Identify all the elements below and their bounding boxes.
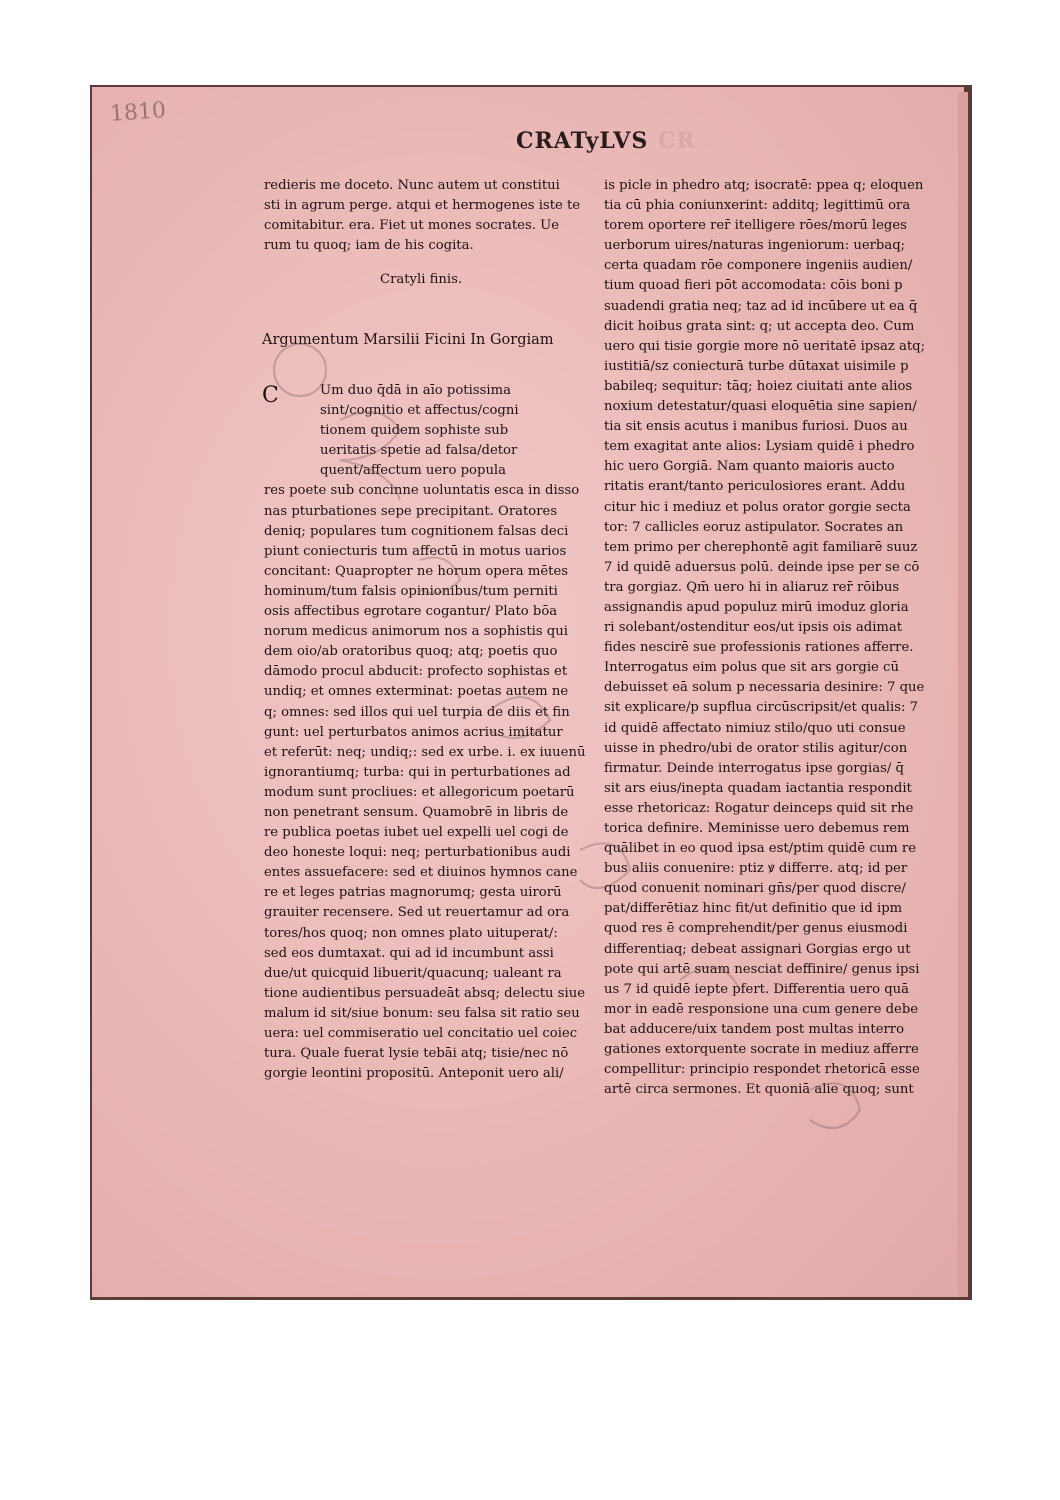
text-line: fides nescirē sue professionis rationes afferre.	[604, 640, 914, 656]
text-line: res poete sub concinne uoluntatis esca in disso	[264, 483, 580, 499]
text-line: mor in eadē responsione una cum genere debe	[604, 1001, 919, 1017]
text-line: id quidē affectato nimiuz stilo/quo uti consue	[604, 720, 906, 736]
text-line: pat/differētiaz hinc fit/ut definitio que id ipm	[604, 901, 903, 917]
watermark-glyph	[810, 1083, 860, 1128]
text-line: gorgie leontini propositū. Anteponit uero ali/	[264, 1066, 564, 1082]
text-line: torem oportere rer̄ itelligere rōes/morū leges	[604, 218, 907, 234]
text-line: sint/cognitio et affectus/cogni	[320, 403, 519, 419]
text-line: ri solebant/ostenditur eos/ut ipsis ois adimat	[604, 620, 903, 636]
text-line: redieris me doceto. Nunc autem ut constitui	[264, 178, 560, 193]
watermark-circle	[274, 344, 326, 396]
text-line: undiq; et omnes exterminat: poetas autem ne	[264, 684, 569, 700]
text-line: hic uero Gorgiā. Nam quanto maioris aucto	[604, 459, 895, 475]
text-line: sti in agrum perge. atqui et hermogenes iste te	[264, 198, 581, 214]
text-line: deniq; populares tum cognitionem falsas deci	[264, 523, 569, 539]
text-line: artē circa sermones. Et quoniā alie quoq; sunt	[604, 1082, 914, 1098]
text-line: assignandis apud populuz mirū imoduz gloria	[604, 599, 909, 615]
text-line: quod conuenit nominari gn̄s/per quod discre/	[604, 881, 906, 897]
text-line: entes assuefacere: sed et diuinos hymnos cane	[264, 865, 578, 881]
text-line: ignorantiumq; turba: qui in perturbationes ad	[264, 764, 571, 780]
text-line: piunt coniecturis tum affectū in motus uarios	[264, 543, 567, 559]
text-line: firmatur. Deinde interrogatus ipse gorgias/ q̄	[604, 760, 904, 776]
watermark-glyph	[680, 967, 740, 990]
text-line: suadendi gratia neq; taz ad id incūbere ut ea q̄	[604, 298, 918, 314]
text-line: uerborum uires/naturas ingeniorum: uerbaq;	[604, 238, 906, 254]
text-line: norum medicus animorum nos a sophistis qui	[264, 624, 568, 640]
text-line: malum id sit/siue bonum: seu falsa sit ratio seu	[264, 1005, 580, 1021]
text-line: comitabitur. era. Fiet ut mones socrates. Ue	[264, 218, 560, 234]
watermark	[250, 330, 890, 1130]
text-line: tium quoad fieri pōt accomodata: cōis boni p	[604, 278, 903, 294]
text-line: rum tu quoq; iam de his cogita.	[264, 238, 474, 254]
text-line: esse rhetoricaz: Rogatur deinceps quid sit rhe	[604, 800, 914, 816]
text-line: tionem quidem sophiste sub	[320, 423, 509, 439]
drop-cap: C	[262, 383, 279, 408]
text-line: tores/hos quoq; non omnes plato uituperat/:	[264, 925, 558, 941]
text-line: gunt: uel perturbatos animos acrius imitatur	[264, 724, 563, 740]
text-line: tione audientibus persuadeāt absq; delectu siue	[264, 985, 586, 1001]
text-line: re et leges patrias magnorumq; gesta uirorū	[264, 885, 562, 901]
text-line: 7 id quidē aduersus polū. deinde ipse per se cō	[604, 559, 920, 575]
text-line: quālibet in eo quod ipsa est/ptim quidē cum re	[604, 841, 917, 857]
text-line: certa quadam rōe componere ingeniis audien/	[604, 258, 913, 274]
text-line: grauiter recensere. Sed ut reuertamur ad ora	[264, 905, 570, 921]
running-head: CRATyLVS	[516, 128, 649, 154]
text-line: non penetrant sensum. Quamobrē in libris de	[264, 804, 569, 820]
text-line: concitant: Quapropter ne horum opera mētes	[264, 563, 569, 579]
text-line: Interrogatus eim polus que sit ars gorgie cū	[604, 660, 899, 676]
text-line: tia sit ensis acutus i manibus furiosi. Duos au	[604, 419, 908, 435]
text-line: noxium detestatur/quasi eloquētia sine sapien/	[604, 399, 917, 415]
text-line: Um duo q̄dā in aīo potissima	[320, 383, 511, 398]
text-line: q; omnes: sed illos qui uel turpia de diis et fin	[264, 704, 570, 720]
text-line: tura. Quale fuerat lysie tebāi atq; tisie/nec nō	[264, 1046, 569, 1062]
text-line: tem exagitat ante alios: Lysiam quidē i phedro	[604, 439, 915, 455]
text-line: quod res ē comprehendit/per genus eiusmodi	[604, 921, 908, 937]
running-head-ghost: CR	[658, 128, 696, 154]
text-line: re publica poetas iubet uel expelli uel cogi de	[264, 825, 569, 841]
text-line: osis affectibus egrotare cogantur/ Plato bōa	[264, 604, 558, 620]
text-line: tor: 7 callicles eoruz astipulator. Socrates an	[604, 519, 904, 535]
text-line: uera: uel commiseratio uel concitatio uel coiec	[264, 1026, 578, 1041]
text-line: tem primo per cherephontē agit familiarē suuz	[604, 539, 918, 555]
text-line: iustitiā/sz coniecturā turbe dūtaxat uisimile p	[604, 358, 909, 374]
argument-title: Argumentum Marsilii Ficini In Gorgiam	[262, 332, 554, 348]
text-line: us 7 id quidē iepte pfert. Differentia uero quā	[604, 981, 910, 997]
text-line: dem oio/ab oratoribus quoq; atq; poetis quo	[264, 644, 558, 660]
text-line: differentiaq; debeat assignari Gorgias ergo ut	[604, 941, 911, 957]
watermark-glyph	[580, 843, 630, 888]
text-line: dāmodo procul abducit: profecto sophistas et	[264, 664, 568, 680]
text-line: gationes extorquente socrate in mediuz afferre	[604, 1042, 919, 1058]
text-line: citur hic i mediuz et polus orator gorgie secta	[604, 499, 911, 515]
text-line: compellitur: principio respondet rhetoricā esse	[604, 1062, 920, 1078]
text-line: due/ut quicquid libuerit/quacunq; ualeant ra	[264, 965, 562, 981]
text-line: bat adducere/uix tandem post multas interro	[604, 1021, 905, 1037]
text-line: ueritatis spetie ad falsa/detor	[320, 443, 518, 459]
text-line: modum sunt procliues: et allegoricum poetarū	[264, 784, 575, 800]
text-line: et referūt: neq; undiq;: sed ex urbe. i. ex iuuenū	[264, 744, 586, 760]
text-line: torica definire. Meminisse uero debemus rem	[604, 821, 910, 836]
text-line: sit explicare/p supflua circūscripsit/et qualis: 7	[604, 700, 919, 716]
text-line: bus aliis conuenire: ptiz ꝟ differre. atq; id per	[604, 861, 908, 877]
text-line: tra gorgiaz. Qm̄ uero hi in aliaruz rer̄ rōibus	[604, 579, 900, 595]
text-line: is picle in phedro atq; isocratē: ppea q; eloquen	[604, 178, 924, 193]
corner-mark: 1810	[109, 98, 167, 127]
text-line: deo honeste loqui: neq; perturbationibus audi	[264, 845, 571, 861]
watermark-glyph	[420, 558, 460, 594]
text-line: babileq; sequitur: tāq; hoiez ciuitati ante alios	[604, 378, 913, 394]
text-line: nas pturbationes sepe precipitant. Oratores	[264, 503, 558, 519]
text-line: tia cū phia coniunxerint: additq; legittimū ora	[604, 198, 911, 214]
text-line: uero qui tisie gorgie more nō ueritatē ipsaz atq;	[604, 338, 926, 354]
left-column-top	[264, 176, 580, 256]
text-line: pote qui artē suam nesciat deffinire/ genus ipsi	[604, 961, 920, 977]
text-line: uisse in phedro/ubi de orator stilis agitur/con	[604, 740, 908, 756]
watermark-glyph	[340, 412, 400, 500]
text-line: ritatis erant/tanto periculosiores erant. Addu	[604, 479, 906, 495]
text-line: sit ars eius/inepta quadam iactantia respondit	[604, 780, 912, 796]
text-line: dicit hoibus grata sint: q; ut accepta deo. Cum	[604, 318, 915, 334]
text-line: sed eos dumtaxat. qui ad id incumbunt assi	[264, 945, 554, 961]
text-line: hominum/tum falsis opinionibus/tum perniti	[264, 583, 558, 599]
text-line: quent/affectum uero popula	[320, 463, 507, 479]
text-line: debuisset eā solum p necessaria desinire: 7 que	[604, 680, 925, 696]
watermark-glyph	[490, 697, 550, 738]
page-edge	[958, 92, 968, 1297]
finis-line: Cratyli finis.	[380, 272, 463, 287]
